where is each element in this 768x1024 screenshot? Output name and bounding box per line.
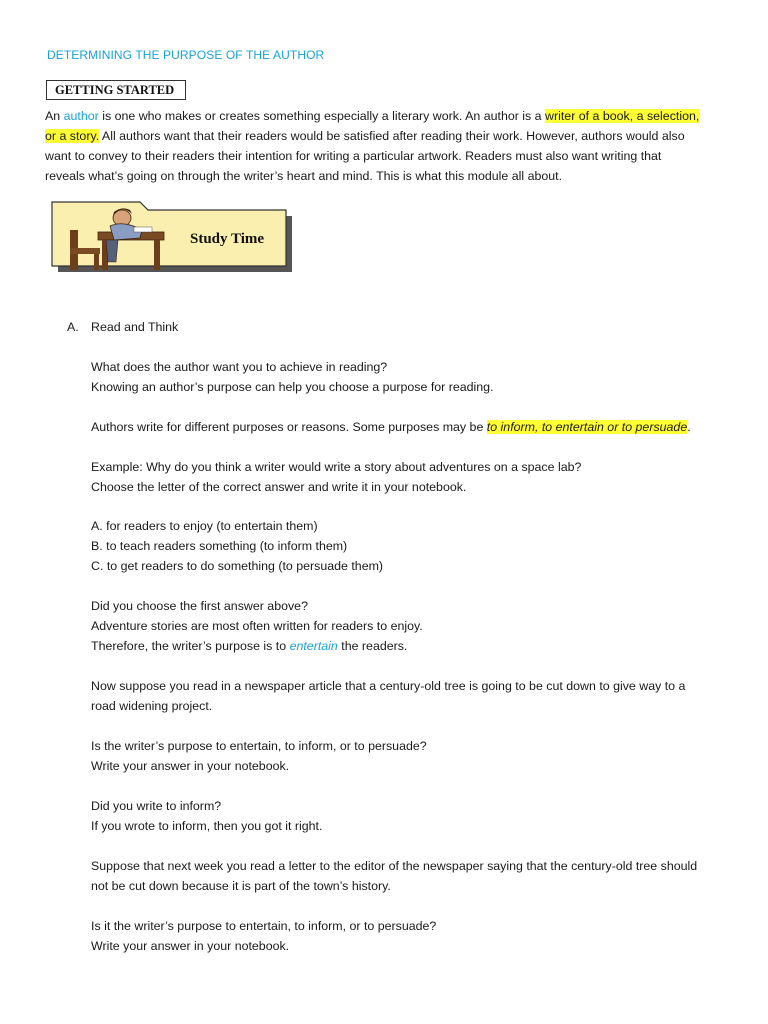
explanation-text: the readers. <box>337 639 408 653</box>
study-time-label: Study Time <box>190 231 265 247</box>
question-line: What does the author want you to achieve in reading? <box>91 360 388 374</box>
purposes-text: . <box>687 420 691 434</box>
intro-line-4: reveals what’s going on through the writer’s heart and mind. This is what this module all about. <box>45 169 563 183</box>
study-time-graphic <box>44 196 296 276</box>
explanation-line: Adventure stories are most often written for readers to enjoy. <box>91 619 423 633</box>
purposes-text: Authors write for different purposes or reasons. Some purposes may be <box>91 420 487 434</box>
section-letter: A. <box>67 320 79 334</box>
question-block <box>91 357 731 397</box>
intro-paragraph <box>45 106 725 186</box>
intro-line-3: want to convey to their readers their intention for writing a particular artwork. Readers must also want writing that <box>45 149 662 163</box>
explanation-line <box>91 636 731 656</box>
letter-scenario <box>91 856 731 896</box>
highlighted-definition: or a story. <box>45 129 100 143</box>
example-line: Choose the letter of the correct answer and write it in your notebook. <box>91 480 467 494</box>
author-term: author <box>63 109 99 123</box>
intro-text: All authors want that their readers would be satisfied after reading their work. However, authors would also <box>99 129 685 143</box>
purposes-paragraph <box>91 417 731 437</box>
intro-line-2 <box>45 126 725 146</box>
study-time-banner <box>44 196 296 276</box>
intro-text: is one who makes or creates something especially a literary work. An author is a <box>98 109 546 123</box>
page-title: DETERMINING THE PURPOSE OF THE AUTHOR <box>47 48 325 62</box>
scenario-line: not be cut down because it is part of the town’s history. <box>91 879 391 893</box>
highlighted-definition: writer of a book, a selection, <box>545 109 700 123</box>
question-block <box>91 736 731 776</box>
explanation-block <box>91 596 731 656</box>
scenario-line: Now suppose you read in a newspaper article that a century-old tree is going to be cut down to give way to a <box>91 679 686 693</box>
question-line: Knowing an author’s purpose can help you choose a purpose for reading. <box>91 380 494 394</box>
question-line: Is the writer’s purpose to entertain, to inform, or to persuade? <box>91 739 427 753</box>
scenario-line: road widening project. <box>91 699 213 713</box>
option-a: A. for readers to enjoy (to entertain them) <box>91 519 318 533</box>
example-block <box>91 457 731 497</box>
getting-started-label: GETTING STARTED <box>46 80 186 100</box>
intro-text: An <box>45 109 64 123</box>
feedback-line: If you wrote to inform, then you got it right. <box>91 819 323 833</box>
option-b: B. to teach readers something (to inform them) <box>91 539 348 553</box>
feedback-block <box>91 796 731 836</box>
explanation-line: Did you choose the first answer above? <box>91 599 308 613</box>
question-block <box>91 916 731 956</box>
purposes-highlight: to inform, to entertain or to persuade <box>486 420 688 434</box>
newspaper-scenario <box>91 676 731 716</box>
question-line: Write your answer in your notebook. <box>91 759 290 773</box>
explanation-text: Therefore, the writer’s purpose is to <box>91 639 290 653</box>
feedback-line: Did you write to inform? <box>91 799 222 813</box>
option-c: C. to get readers to do something (to persuade them) <box>91 559 384 573</box>
scenario-line: Suppose that next week you read a letter to the editor of the newspaper saying that the century-old tree should <box>91 859 698 873</box>
entertain-term: entertain <box>289 639 338 653</box>
section-title: Read and Think <box>91 320 179 334</box>
answer-options <box>91 516 731 576</box>
example-line: Example: Why do you think a writer would write a story about adventures on a space lab? <box>91 460 582 474</box>
question-line: Write your answer in your notebook. <box>91 939 290 953</box>
question-line: Is it the writer’s purpose to entertain, to inform, or to persuade? <box>91 919 437 933</box>
intro-line-1 <box>45 106 725 126</box>
